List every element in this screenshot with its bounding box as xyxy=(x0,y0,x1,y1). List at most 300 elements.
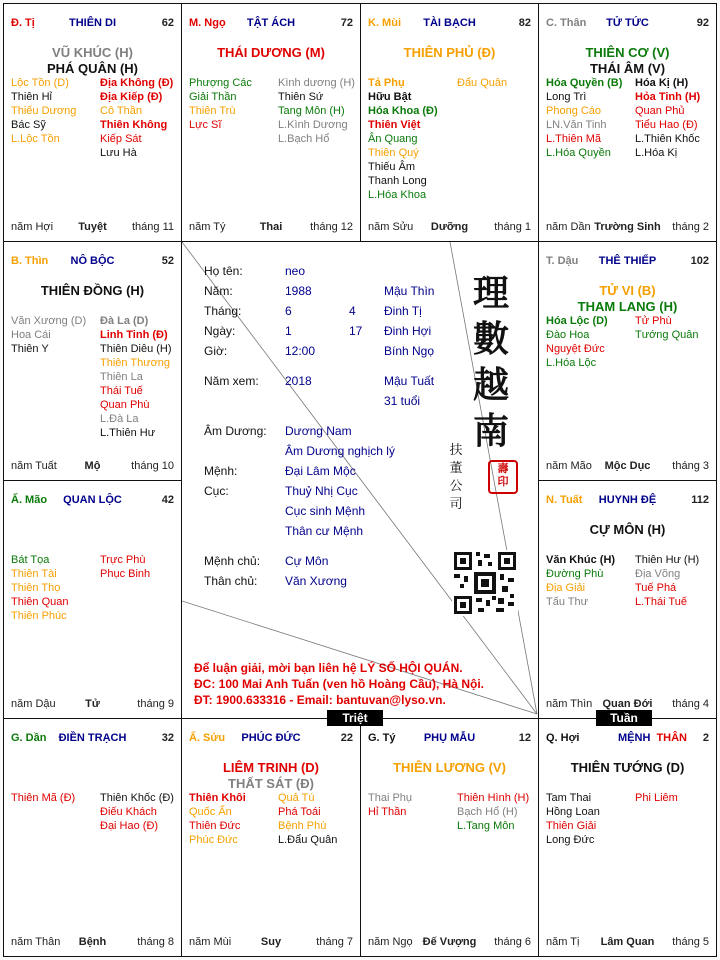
palace-extra-tag: THÂN xyxy=(656,732,687,744)
footer-year: năm Sửu xyxy=(368,221,414,233)
minor-stars-right xyxy=(457,76,507,90)
minor-star: Quan Phủ xyxy=(635,105,685,117)
minor-star: Kiếp Sát xyxy=(100,133,142,145)
main-star: THIÊN TƯỚNG (D) xyxy=(570,760,685,775)
minor-star: L.Thiên Mã xyxy=(546,133,602,145)
minor-star: Địa Không (Đ) xyxy=(100,77,174,89)
palace-name: PHÚC ĐỨC xyxy=(241,732,301,744)
year-label: Năm: xyxy=(204,284,233,298)
palace-number: 62 xyxy=(161,17,174,29)
minor-star: Trực Phù xyxy=(100,554,146,566)
palace-branch: C. Thân xyxy=(546,17,587,29)
minor-star: Thiên Thương xyxy=(100,357,171,369)
minor-star: Thanh Long xyxy=(368,175,427,187)
minor-star: Đào Hoa xyxy=(546,329,590,341)
footer-month: tháng 12 xyxy=(310,221,353,233)
minor-star: Thiên Việt xyxy=(368,119,421,131)
palace-footer xyxy=(546,936,709,950)
minor-star: Hữu Bật xyxy=(368,91,412,103)
footer-stage: Bệnh xyxy=(78,936,107,948)
year-canchi: Mậu Thìn xyxy=(384,284,435,298)
minor-star: Hóa Kị (H) xyxy=(635,77,689,89)
palace-header xyxy=(546,494,709,508)
footer-month: tháng 3 xyxy=(672,460,709,472)
minor-star: Thiên Tài xyxy=(11,568,57,580)
palace-branch: K. Mùi xyxy=(368,17,401,29)
minor-stars-left xyxy=(11,314,86,356)
footer-month: tháng 2 xyxy=(672,221,709,233)
minor-stars-right xyxy=(100,76,173,160)
hour-canchi: Bính Ngọ xyxy=(384,344,435,358)
qr-code-icon xyxy=(452,550,518,616)
palace-header xyxy=(546,17,709,31)
minor-star: Thiên Quan xyxy=(11,596,69,608)
minor-star: Thiên Không xyxy=(100,119,168,131)
minor-stars-left xyxy=(11,76,76,146)
main-star: PHÁ QUÂN (H) xyxy=(47,61,138,76)
footer-stage: Tử xyxy=(85,698,100,710)
palace-ty xyxy=(360,718,539,957)
palace-dan xyxy=(3,718,182,957)
menh-chu-value: Cự Môn xyxy=(285,554,329,568)
palace-name: THÊ THIẾP xyxy=(598,255,657,267)
palace-number: 12 xyxy=(518,732,531,744)
palace-mao xyxy=(3,480,182,719)
footer-stage: Suy xyxy=(260,936,282,948)
footer-year: năm Dần xyxy=(546,221,591,233)
than-chu-label: Thân chủ: xyxy=(204,574,258,588)
cuc-note-1: Cục sinh Mệnh xyxy=(285,504,366,518)
minor-star: Tam Thai xyxy=(546,792,592,804)
minor-star: L.Đẩu Quân xyxy=(278,834,338,846)
palace-number: 72 xyxy=(340,17,353,29)
minor-star: Đại Hao (Đ) xyxy=(100,820,159,832)
red-stamp-icon: 壽 印 xyxy=(488,460,518,494)
amduong-value: Dương Nam xyxy=(285,424,352,438)
notice-address: ĐC: 100 Mai Anh Tuấn (ven hồ Hoàng Cầu), Hà Nội. xyxy=(194,677,485,691)
footer-year: năm Hợi xyxy=(11,221,54,233)
palace-footer xyxy=(11,936,174,950)
minor-star: Quan Phù xyxy=(100,399,150,411)
center-info-panel xyxy=(181,241,539,719)
minor-star: Giải Thần xyxy=(189,91,237,103)
footer-year: năm Ngọ xyxy=(368,936,413,948)
minor-star: Tấu Thư xyxy=(546,596,589,608)
palace-branch: Ấ. Sửu xyxy=(189,732,226,744)
minor-star: Tang Môn (H) xyxy=(278,105,345,117)
palace-dau xyxy=(538,241,717,481)
minor-star: Bát Tọa xyxy=(11,554,50,566)
minor-star: Kình dương (H) xyxy=(278,77,355,89)
minor-star: L.Thiên Hư xyxy=(100,427,156,439)
minor-star: Thiên Quý xyxy=(368,147,419,159)
main-star: TỬ VI (B) xyxy=(599,283,656,298)
palace-mui xyxy=(360,3,539,242)
main-stars xyxy=(182,760,360,792)
minor-star: Cô Thần xyxy=(100,105,142,117)
palace-number: 92 xyxy=(696,17,709,29)
footer-month: tháng 4 xyxy=(672,698,709,710)
footer-year: năm Thìn xyxy=(546,698,593,710)
palace-number: 2 xyxy=(702,732,709,744)
palace-branch: B. Thìn xyxy=(11,255,49,267)
minor-star: Ân Quang xyxy=(368,133,418,145)
footer-month: tháng 7 xyxy=(316,936,353,948)
calligraphy-char-2: 數 xyxy=(472,318,509,360)
minor-star: Lộc Tồn (D) xyxy=(11,77,69,89)
minor-star: Thiên Khốc (Đ) xyxy=(100,792,174,804)
minor-star: Phượng Các xyxy=(189,77,252,89)
minor-star: L.Lộc Tồn xyxy=(11,133,60,145)
than-chu-value: Văn Xương xyxy=(285,574,347,588)
palace-header xyxy=(546,732,709,746)
palace-name: TẬT ÁCH xyxy=(246,17,296,29)
minor-star: Quả Tú xyxy=(278,792,315,804)
minor-star: Thiên Thọ xyxy=(11,582,61,594)
main-star: VŨ KHÚC (H) xyxy=(52,45,133,60)
footer-year: năm Tý xyxy=(189,221,226,233)
minor-star: Phá Toái xyxy=(278,806,321,818)
main-star: THIÊN CƠ (V) xyxy=(585,45,670,60)
year-value: 1988 xyxy=(285,284,312,298)
minor-stars-right xyxy=(635,76,700,160)
palace-ngo xyxy=(181,3,361,242)
minor-star: Bác Sỹ xyxy=(11,119,46,131)
minor-stars-left xyxy=(189,791,246,847)
month-value: 6 xyxy=(285,304,292,318)
palace-number: 102 xyxy=(690,255,709,267)
palace-branch: M. Ngọ xyxy=(189,17,226,29)
day-value: 1 xyxy=(285,324,292,338)
name-label: Họ tên: xyxy=(204,264,243,278)
main-stars xyxy=(182,45,360,61)
footer-year: năm Dậu xyxy=(11,698,56,710)
minor-star: L.Bạch Hổ xyxy=(278,133,330,145)
main-star: THIÊN PHỦ (Đ) xyxy=(403,45,496,60)
minor-star: Thái Tuế xyxy=(100,385,143,397)
amduong-label: Âm Dương: xyxy=(204,424,267,438)
minor-star: LN.Văn Tinh xyxy=(546,119,607,131)
footer-year: năm Mùi xyxy=(189,936,232,948)
palace-branch: G. Tý xyxy=(368,732,396,744)
minor-stars-right xyxy=(457,791,529,833)
palace-footer xyxy=(368,936,531,950)
minor-star: Nguyệt Đức xyxy=(546,343,605,355)
minor-star: Thiên Phúc xyxy=(11,610,67,622)
footer-year: năm Thân xyxy=(11,936,61,948)
contact-notice xyxy=(194,660,534,708)
minor-stars-left xyxy=(11,553,68,623)
minor-star: Tử Phù xyxy=(635,315,672,327)
palace-footer xyxy=(546,221,709,235)
minor-star: Địa Giải xyxy=(546,582,586,594)
minor-stars-left xyxy=(546,314,608,370)
palace-name: TỬ TỨC xyxy=(606,17,649,29)
minor-stars-right xyxy=(278,76,355,146)
minor-star: Phúc Đức xyxy=(189,834,238,846)
minor-star: Văn Khúc (H) xyxy=(546,554,616,566)
minor-star: Điếu Khách xyxy=(100,806,157,818)
view-year-value: 2018 xyxy=(285,374,312,388)
minor-star: Thiên Hư (H) xyxy=(635,554,700,566)
side-seal-text: 扶 董 公 司 xyxy=(449,443,463,512)
palace-branch: T. Dậu xyxy=(546,255,579,267)
footer-stage: Quan Đới xyxy=(602,698,653,710)
main-stars xyxy=(361,760,538,776)
minor-star: Thai Phụ xyxy=(368,792,413,804)
palace-header xyxy=(189,732,353,746)
menh-chu-label: Mệnh chủ: xyxy=(204,554,261,568)
palace-name: THIÊN DI xyxy=(68,17,117,29)
month-canchi: Đinh Tị xyxy=(384,304,422,318)
palace-header xyxy=(11,17,174,31)
minor-star: L.Hóa Kị xyxy=(635,147,678,159)
minor-star: Quốc Ấn xyxy=(189,806,232,818)
main-stars xyxy=(4,283,181,299)
palace-name: QUAN LỘC xyxy=(63,494,122,506)
palace-header xyxy=(11,732,174,746)
cuc-label: Cục: xyxy=(204,484,229,498)
footer-month: tháng 9 xyxy=(137,698,174,710)
minor-star: L.Hóa Quyền xyxy=(546,147,611,159)
minor-stars-right xyxy=(100,791,174,833)
minor-star: L.Thái Tuế xyxy=(635,596,687,608)
palace-branch: Ấ. Mão xyxy=(11,494,48,506)
minor-star: L.Thiên Khốc xyxy=(635,133,700,145)
minor-star: Thiên Giải xyxy=(546,820,597,832)
minor-star: L.Hóa Lộc xyxy=(546,357,597,369)
footer-year: năm Tuất xyxy=(11,460,57,472)
minor-star: L.Tang Môn xyxy=(457,820,515,832)
palace-footer xyxy=(189,221,353,235)
minor-star: L.Hóa Khoa xyxy=(368,189,427,201)
palace-footer xyxy=(368,221,531,235)
day-label: Ngày: xyxy=(204,324,236,338)
palace-header xyxy=(368,17,531,31)
footer-month: tháng 5 xyxy=(672,936,709,948)
minor-star: Văn Xương (D) xyxy=(11,315,87,327)
minor-stars-right xyxy=(635,553,699,609)
menh-value: Đại Lâm Mộc xyxy=(285,464,356,478)
minor-star: Tả Phụ xyxy=(368,77,405,89)
minor-stars-left xyxy=(546,76,622,160)
palace-header xyxy=(11,255,174,269)
minor-star: L.Kình Dương xyxy=(278,119,348,131)
minor-star: Thiên Đức xyxy=(189,820,241,832)
main-star: LIÊM TRINH (D) xyxy=(222,760,320,775)
minor-star: Phong Cáo xyxy=(546,105,602,117)
palace-footer xyxy=(11,221,174,235)
palace-footer xyxy=(189,936,353,950)
minor-stars-left xyxy=(546,791,600,847)
minor-stars-left xyxy=(546,553,615,609)
main-star: THẤT SÁT (Đ) xyxy=(228,776,314,791)
minor-star: Đà La (D) xyxy=(100,315,149,327)
palace-number: 42 xyxy=(161,494,174,506)
palace-branch: Đ. Tị xyxy=(11,17,35,29)
footer-stage: Đế Vượng xyxy=(422,936,477,948)
main-star: THIÊN LƯƠNG (V) xyxy=(393,760,506,775)
palace-than xyxy=(538,3,717,242)
calligraphy-char-3: 越 xyxy=(472,364,509,406)
cuc-value: Thuỷ Nhị Cục xyxy=(285,484,358,498)
calligraphy-char-1: 理 xyxy=(472,272,509,314)
main-stars xyxy=(539,760,716,776)
minor-stars-left xyxy=(368,791,412,819)
minor-star: Phục Binh xyxy=(100,568,151,580)
palace-name: NÔ BỘC xyxy=(70,255,115,267)
minor-star: Lưu Hà xyxy=(100,147,137,159)
palace-thin xyxy=(3,241,182,481)
triet-tag: Triệt xyxy=(327,710,383,726)
palace-number: 52 xyxy=(161,255,174,267)
main-stars xyxy=(539,522,716,538)
hour-value: 12:00 xyxy=(285,344,316,358)
minor-star: Thiếu Âm xyxy=(368,161,416,173)
month-lunar: 4 xyxy=(349,304,356,318)
main-star: THÁI ÂM (V) xyxy=(589,61,666,76)
minor-star: Tiểu Hao (Đ) xyxy=(635,119,698,131)
palace-footer xyxy=(11,460,174,474)
palace-suu xyxy=(181,718,361,957)
minor-star: Long Đức xyxy=(546,834,595,846)
minor-star: Hóa Quyền (B) xyxy=(546,77,623,89)
minor-stars-left xyxy=(11,791,75,805)
footer-stage: Trường Sinh xyxy=(594,221,661,233)
footer-stage: Mộ xyxy=(84,460,101,472)
minor-star: Đường Phù xyxy=(546,568,604,580)
palace-number: 82 xyxy=(518,17,531,29)
main-star: THIÊN ĐỒNG (H) xyxy=(40,283,145,298)
tuan-tag: Tuần xyxy=(596,710,652,726)
minor-star: Thiên Hình (H) xyxy=(457,792,530,804)
footer-stage: Thai xyxy=(259,221,283,233)
cuc-note-2: Thân cư Mệnh xyxy=(285,524,364,538)
palace-branch: N. Tuất xyxy=(546,494,583,506)
main-stars xyxy=(539,283,716,315)
palace-footer xyxy=(11,698,174,712)
footer-stage: Dưỡng xyxy=(430,221,469,233)
minor-star: Thiên Trù xyxy=(189,105,236,117)
footer-month: tháng 11 xyxy=(131,221,174,233)
footer-month: tháng 1 xyxy=(494,221,531,233)
palace-number: 32 xyxy=(161,732,174,744)
minor-star: Thiên Diêu (H) xyxy=(100,343,172,355)
minor-star: Địa Kiếp (Đ) xyxy=(100,91,163,103)
amduong-note: Âm Dương nghịch lý xyxy=(285,444,395,458)
minor-star: Thiên Mã (Đ) xyxy=(11,792,76,804)
footer-stage: Tuyệt xyxy=(78,221,107,233)
footer-year: năm Tị xyxy=(546,936,580,948)
minor-star: Long Trì xyxy=(546,91,587,103)
palace-name: HUYNH ĐỆ xyxy=(598,494,657,506)
minor-star: Đẩu Quân xyxy=(457,77,508,89)
palace-header xyxy=(368,732,531,746)
footer-stage: Mộc Dục xyxy=(604,460,651,472)
day-lunar: 17 xyxy=(349,324,363,338)
minor-star: Thiên La xyxy=(100,371,143,383)
minor-star: Hỏa Tinh (H) xyxy=(635,91,701,103)
palace-name-text: MỆNH xyxy=(618,732,651,744)
minor-star: Thiên Hỉ xyxy=(11,91,52,103)
palace-branch: Q. Hợi xyxy=(546,732,580,744)
footer-month: tháng 10 xyxy=(131,460,174,472)
palace-branch: G. Dần xyxy=(11,732,47,744)
minor-star: Bệnh Phù xyxy=(278,820,327,832)
palace-footer xyxy=(546,460,709,474)
palace-hoi xyxy=(538,718,717,957)
main-star: CỰ MÔN (H) xyxy=(589,522,666,537)
minor-stars-right xyxy=(100,314,172,440)
minor-star: Thiếu Dương xyxy=(11,105,77,117)
minor-stars-right xyxy=(278,791,337,847)
footer-year: năm Mão xyxy=(546,460,592,472)
minor-star: Phi Liêm xyxy=(635,792,678,804)
menh-label: Mệnh: xyxy=(204,464,238,478)
palace-number: 22 xyxy=(340,732,353,744)
minor-stars-right xyxy=(100,553,150,581)
calligraphy-char-4: 南 xyxy=(472,410,509,452)
minor-star: Thiên Khôi xyxy=(189,792,246,804)
view-year-canchi: Mậu Tuất xyxy=(384,374,435,388)
minor-star: Tuế Phá xyxy=(635,582,677,594)
minor-stars-right xyxy=(635,314,699,342)
minor-star: Hỉ Thần xyxy=(368,806,407,818)
footer-stage: Lâm Quan xyxy=(600,936,655,948)
day-canchi: Đinh Hợi xyxy=(384,324,432,338)
main-star: THAM LANG (H) xyxy=(577,299,678,314)
minor-star: Hóa Lộc (D) xyxy=(546,315,608,327)
minor-star: Địa Võng xyxy=(635,568,681,580)
age-value: 31 tuổi xyxy=(384,394,421,408)
palace-tuat xyxy=(538,480,717,719)
minor-star: Thiên Sứ xyxy=(278,91,324,103)
calligraphy-logo xyxy=(466,270,516,454)
minor-star: Lực Sĩ xyxy=(189,119,222,131)
minor-star: Tướng Quân xyxy=(635,329,699,341)
footer-month: tháng 6 xyxy=(494,936,531,948)
main-star: THÁI DƯƠNG (M) xyxy=(217,45,325,60)
palace-ti xyxy=(3,3,182,242)
view-year-label: Năm xem: xyxy=(204,374,259,388)
footer-month: tháng 8 xyxy=(137,936,174,948)
main-stars xyxy=(361,45,538,61)
palace-header xyxy=(546,255,709,269)
hour-label: Giờ: xyxy=(204,344,228,358)
minor-stars-right xyxy=(635,791,678,805)
minor-star: Thiên Y xyxy=(11,343,49,355)
minor-star: Bạch Hổ (H) xyxy=(457,806,518,818)
minor-star: L.Đà La xyxy=(100,413,139,425)
minor-star: Hồng Loan xyxy=(546,806,600,818)
minor-star: Linh Tinh (Đ) xyxy=(100,329,168,341)
minor-stars-left xyxy=(189,76,252,132)
palace-header xyxy=(11,494,174,508)
minor-star: Hóa Khoa (Đ) xyxy=(368,105,438,117)
palace-name: ĐIỀN TRẠCH xyxy=(58,732,127,744)
main-stars xyxy=(4,45,181,77)
palace-name: TÀI BẠCH xyxy=(423,17,476,29)
main-stars xyxy=(539,45,716,77)
minor-stars-left xyxy=(368,76,438,202)
minor-star: Hoa Cái xyxy=(11,329,51,341)
notice-phone-email: ĐT: 1900.633316 - Email: bantuvan@lyso.vn. xyxy=(194,693,446,707)
month-label: Tháng: xyxy=(204,304,242,318)
notice-line-1: Để luận giải, mời bạn liên hệ LÝ SỐ HỘI QUÁN. xyxy=(194,661,463,675)
palace-header xyxy=(189,17,353,31)
palace-number: 112 xyxy=(691,494,709,506)
name-value: neo xyxy=(285,264,306,278)
